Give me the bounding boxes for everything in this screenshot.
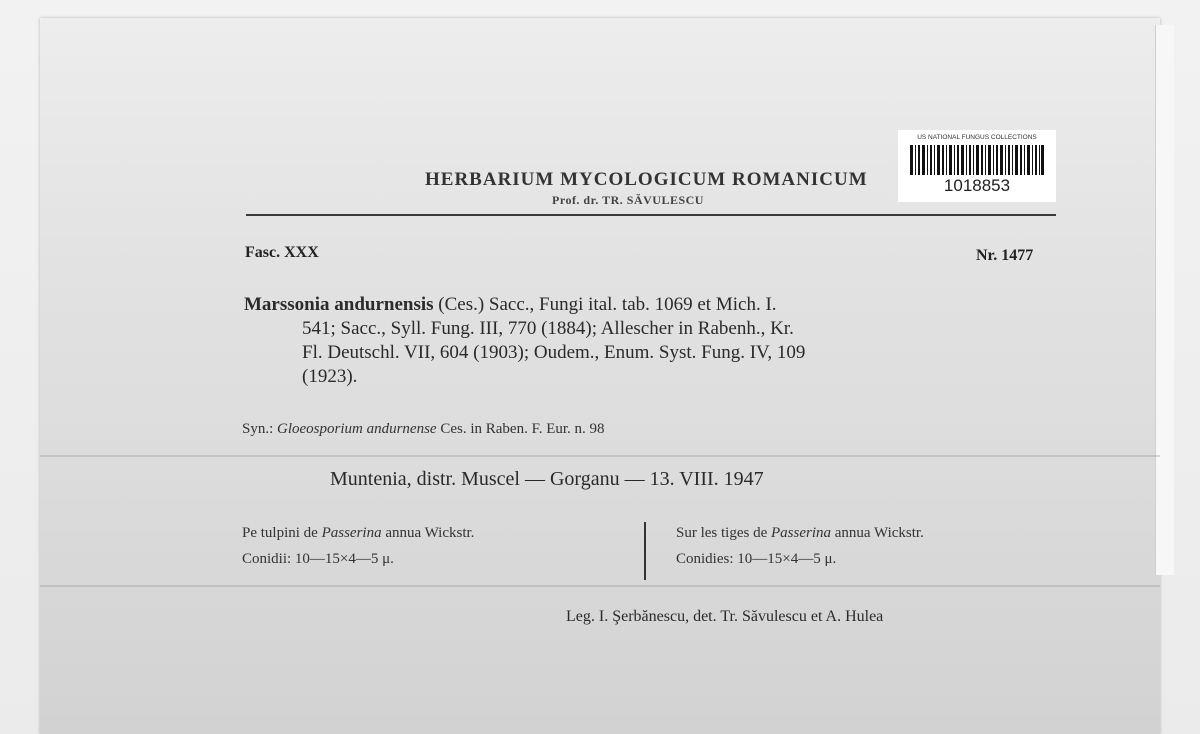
conidia-fr: Conidies: 10—15×4—5 μ. xyxy=(676,551,837,567)
specimen-number: Nr. 1477 xyxy=(976,247,1034,264)
header-rule xyxy=(246,214,1056,216)
barcode-number: 1018853 xyxy=(943,176,1011,195)
host-genus-ro: Passerina xyxy=(321,525,382,541)
synonym-line xyxy=(242,421,605,438)
species-citation xyxy=(244,293,1057,389)
barcode-caption: US NATIONAL FUNGUS COLLECTIONS xyxy=(917,134,1037,141)
species-name: Marssonia andurnensis xyxy=(244,294,434,315)
host-french xyxy=(676,520,924,572)
paper-fold xyxy=(40,455,1160,457)
sheet-edge xyxy=(1155,25,1174,575)
citation-text: (Ces.) Sacc., Fungi ital. tab. 1069 et Mich. I. xyxy=(438,294,777,315)
citation-line: Fl. Deutschl. VII, 604 (1903); Oudem., Enum. Syst. Fung. IV, 109 xyxy=(302,342,806,363)
host-prefix-ro: Pe tulpini de xyxy=(242,525,318,541)
citation-line: (1923). xyxy=(302,366,358,387)
citation-line: 541; Sacc., Syll. Fung. III, 770 (1884); Allescher in Rabenh., Kr. xyxy=(302,318,794,339)
host-genus-fr: Passerina xyxy=(771,525,831,541)
synonym-reference: Ces. in Raben. F. Eur. n. 98 xyxy=(440,421,605,437)
fascicle-number: Fasc. XXX xyxy=(245,244,319,261)
host-species-ro: annua Wickstr. xyxy=(385,525,475,541)
synonym-prefix: Syn.: xyxy=(242,421,274,437)
barcode-label xyxy=(898,130,1056,202)
host-romanian xyxy=(242,520,474,572)
synonym-name: Gloeosporium andurnense xyxy=(277,421,437,437)
host-prefix-fr: Sur les tiges de xyxy=(676,525,768,541)
host-line-ro xyxy=(242,520,474,546)
collector-line: Leg. I. Şerbănescu, det. Tr. Săvulescu et A. Hulea xyxy=(566,608,884,625)
host-species-fr: annua Wickstr. xyxy=(834,525,924,541)
editor-line: Prof. dr. TR. SĂVULESCU xyxy=(552,193,704,207)
host-line-fr xyxy=(676,520,924,546)
conidia-ro: Conidii: 10—15×4—5 μ. xyxy=(242,551,394,567)
column-divider xyxy=(644,522,646,580)
institution-title: HERBARIUM MYCOLOGICUM ROMANICUM xyxy=(425,169,868,190)
citation-line xyxy=(244,293,1057,317)
barcode-icon xyxy=(910,145,1044,175)
locality-line: Muntenia, distr. Muscel — Gorganu — 13. VIII. 1947 xyxy=(330,468,764,490)
paper-fold xyxy=(40,585,1160,587)
